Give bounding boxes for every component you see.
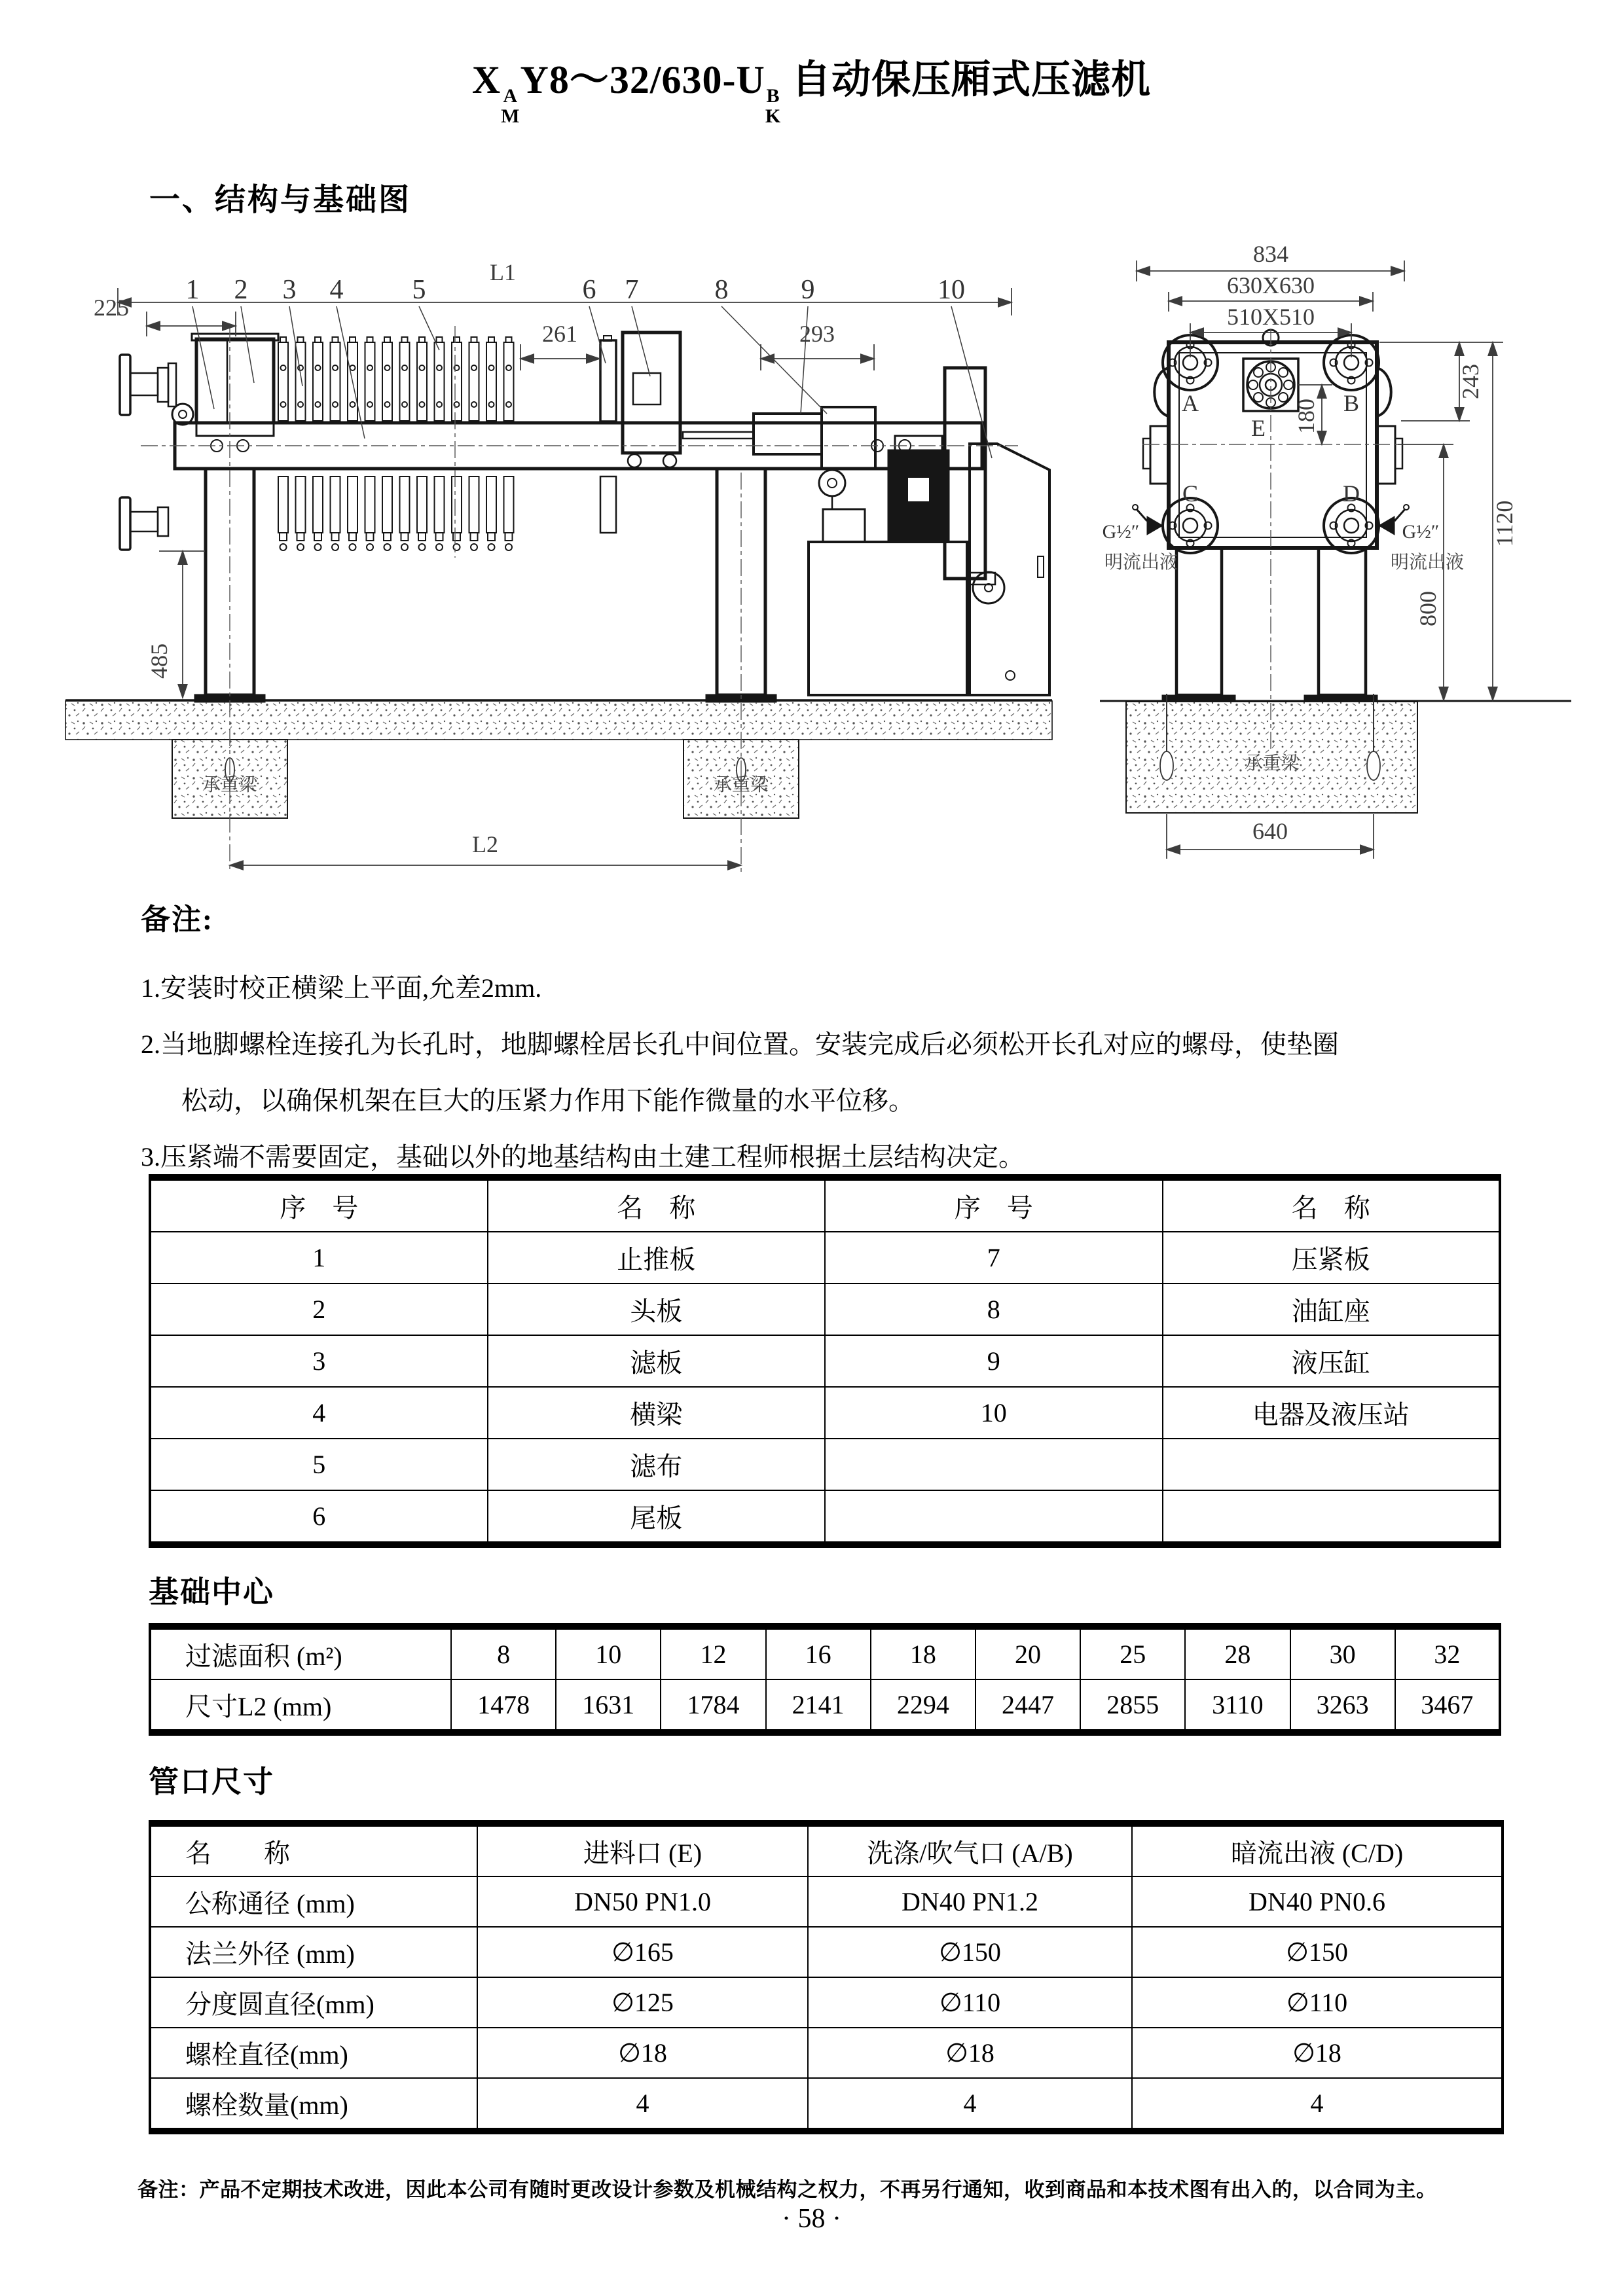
pipe-row: [150, 1876, 1503, 1927]
section-heading: 一、结构与基础图: [149, 183, 411, 217]
l2-value: 2855: [1080, 1679, 1185, 1732]
parts-header: 序 号: [150, 1177, 488, 1232]
pipe-cell: ∅150: [808, 1927, 1132, 1977]
parts-cell: 8: [825, 1283, 1163, 1335]
filter-plates-lower: [278, 476, 514, 550]
dim-293: 293: [799, 321, 835, 347]
parts-cell: 液压缸: [1163, 1335, 1501, 1387]
dim-225: 225: [94, 295, 129, 321]
area-value: 32: [1395, 1626, 1500, 1679]
area-value: 16: [766, 1626, 871, 1679]
notes-heading: 备注:: [141, 903, 213, 936]
filter-plates-upper: [278, 337, 514, 421]
pipe-cell: ∅18: [808, 2028, 1132, 2078]
bearing-beam-label-left: 承重梁: [202, 775, 258, 795]
callout-6: 6: [582, 275, 596, 305]
model-u-scripts: B K: [765, 85, 782, 127]
dim-640: 640: [1252, 818, 1288, 844]
pipe-header: 洗涤/吹气口 (A/B): [808, 1823, 1132, 1876]
page-title: [0, 48, 1623, 126]
end-view-legs: [1162, 548, 1377, 702]
parts-row: [150, 1335, 1500, 1387]
hydraulic-cylinder: [683, 407, 875, 469]
foundation-row: [150, 1626, 1500, 1679]
pipe-cell: ∅165: [477, 1927, 808, 1977]
dim-1120: 1120: [1491, 500, 1518, 547]
area-value: 8: [451, 1626, 556, 1679]
pipe-row: [150, 1977, 1503, 2028]
parts-row: [150, 1439, 1500, 1490]
dim-l1: L1: [490, 259, 516, 285]
pipe-label: 公称通径 (mm): [150, 1876, 477, 1927]
notes-block: [141, 895, 1489, 1185]
parts-cell: 头板: [488, 1283, 826, 1335]
note-2-cont: 松动，以确保机架在巨大的压紧力作用下能作微量的水平位移。: [181, 1086, 915, 1115]
dim-243: 243: [1457, 364, 1484, 399]
callout-8: 8: [714, 275, 729, 305]
pipe-label: 螺栓直径(mm): [150, 2028, 477, 2078]
pipe-cell: ∅110: [1132, 1977, 1503, 2028]
pipe-cell: DN40 PN1.2: [808, 1876, 1132, 1927]
foundation-row: [150, 1679, 1500, 1732]
note-2: 2.当地脚螺栓连接孔为长孔时，地脚螺栓居长孔中间位置。安装完成后必须松开长孔对应的螺母，使垫圈: [141, 1030, 1339, 1059]
pipe-cell: ∅110: [808, 1977, 1132, 2028]
pipe-cell: DN50 PN1.0: [477, 1876, 808, 1927]
note-1: 1.安装时校正横梁上平面,允差2mm.: [141, 973, 542, 1003]
area-value: 28: [1185, 1626, 1290, 1679]
parts-cell: [1163, 1490, 1501, 1545]
port-b-label: B: [1343, 390, 1360, 416]
g-thread-left: G½″: [1102, 521, 1140, 543]
parts-cell: 4: [150, 1387, 488, 1439]
pipe-table: [149, 1820, 1504, 2134]
pipe-row: [150, 1927, 1503, 1977]
pipe-label: 法兰外径 (mm): [150, 1927, 477, 1977]
parts-row: [150, 1232, 1500, 1283]
parts-cell: [1163, 1439, 1501, 1490]
machine-name: 自动保压厢式压滤机: [792, 58, 1152, 101]
parts-cell: 油缸座: [1163, 1283, 1501, 1335]
port-c-label: C: [1182, 480, 1199, 507]
parts-cell: 10: [825, 1387, 1163, 1439]
pipe-heading: 管口尺寸: [149, 1765, 274, 1799]
model-mid: Y8～32/630-U: [520, 58, 765, 101]
head-plate: [172, 334, 278, 436]
pipe-cell: ∅18: [477, 2028, 808, 2078]
parts-header: 名 称: [488, 1177, 826, 1232]
model-x: X: [471, 58, 501, 101]
parts-row: [150, 1387, 1500, 1439]
pipe-cell: 4: [1132, 2078, 1503, 2131]
end-view-drawing: [1087, 242, 1575, 897]
callout-9: 9: [801, 275, 815, 305]
inlet-valve-handwheel: [120, 355, 176, 415]
port-a-label: A: [1182, 390, 1199, 416]
dim-485: 485: [146, 643, 172, 679]
dim-l2: L2: [472, 831, 498, 857]
pipe-header-row: [150, 1823, 1503, 1876]
pipe-label: 螺栓数量(mm): [150, 2078, 477, 2131]
support-legs: [195, 469, 776, 702]
bearing-beam-label-end: 承重梁: [1244, 753, 1300, 774]
parts-cell: 2: [150, 1283, 488, 1335]
parts-cell: [825, 1490, 1163, 1545]
parts-table: [149, 1174, 1501, 1548]
filter-press-side: [120, 332, 1049, 702]
area-value: 10: [556, 1626, 661, 1679]
callout-7: 7: [625, 275, 639, 305]
parts-row: [150, 1490, 1500, 1545]
pipe-header: 进料口 (E): [477, 1823, 808, 1876]
l2-value: 3110: [1185, 1679, 1290, 1732]
foundation-end: [1100, 694, 1571, 813]
tail-plate: [600, 336, 616, 533]
parts-cell: 6: [150, 1490, 488, 1545]
bearing-beam-label-right: 承重梁: [713, 775, 769, 795]
port-e-label: E: [1251, 415, 1266, 441]
parts-cell: [825, 1439, 1163, 1490]
pipe-cell: ∅18: [1132, 2028, 1503, 2078]
l2-value: 3467: [1395, 1679, 1500, 1732]
pressing-plate: [623, 332, 680, 467]
dim-834: 834: [1253, 242, 1288, 267]
parts-cell: 1: [150, 1232, 488, 1283]
callout-numbers: [186, 275, 966, 305]
foundation-label: 过滤面积 (m²): [150, 1626, 451, 1679]
outflow-label-right: 明流出液: [1390, 552, 1465, 573]
parts-cell: 尾板: [488, 1490, 826, 1545]
parts-cell: 滤板: [488, 1335, 826, 1387]
area-value: 12: [661, 1626, 765, 1679]
area-value: 18: [871, 1626, 976, 1679]
pipe-cell: ∅150: [1132, 1927, 1503, 1977]
callout-5: 5: [412, 275, 426, 305]
parts-cell: 滤布: [488, 1439, 826, 1490]
control-cabinet: [970, 444, 1049, 695]
callout-3: 3: [282, 275, 297, 305]
area-value: 25: [1080, 1626, 1185, 1679]
page-number: · 58 ·: [782, 2204, 841, 2234]
l2-value: 1478: [451, 1679, 556, 1732]
pipe-header: 暗流出液 (C/D): [1132, 1823, 1503, 1876]
model-x-scripts: A M: [501, 85, 520, 127]
parts-header: 名 称: [1163, 1177, 1501, 1232]
foundation-side: [65, 700, 1052, 818]
pipe-cell: DN40 PN0.6: [1132, 1876, 1503, 1927]
parts-row: [150, 1283, 1500, 1335]
foundation-heading: 基础中心: [149, 1575, 274, 1609]
l2-value: 2294: [871, 1679, 976, 1732]
pipe-row: [150, 2028, 1503, 2078]
callout-2: 2: [234, 275, 248, 305]
cylinder-end-frame: [945, 368, 1004, 603]
callout-4: 4: [329, 275, 344, 305]
parts-cell: 电器及液压站: [1163, 1387, 1501, 1439]
area-value: 20: [976, 1626, 1080, 1679]
end-centerlines: [1142, 329, 1398, 751]
pipe-row: [150, 2078, 1503, 2131]
parts-cell: 9: [825, 1335, 1163, 1387]
outlet-valve-handwheel: [120, 497, 168, 550]
parts-header-row: [150, 1177, 1500, 1232]
pipe-cell: ∅125: [477, 1977, 808, 2028]
pipe-cell: 4: [477, 2078, 808, 2131]
l2-value: 1784: [661, 1679, 765, 1732]
pipe-cell: 4: [808, 2078, 1132, 2131]
note-3: 3.压紧端不需要固定，基础以外的地基结构由土建工程师根据土层结构决定。: [141, 1142, 1025, 1172]
outflow-label-left: 明流出液: [1104, 552, 1178, 573]
l2-value: 3263: [1290, 1679, 1395, 1732]
parts-cell: 止推板: [488, 1232, 826, 1283]
footer-note: 备注：产品不定期技术改进，因此本公司有随时更改设计参数及机械结构之权力，不再另行通知，收到商品和本技术图有出入的，以合同为主。: [137, 2178, 1437, 2201]
dim-630x630: 630X630: [1227, 272, 1315, 298]
parts-cell: 3: [150, 1335, 488, 1387]
port-d-label: D: [1343, 480, 1360, 507]
parts-cell: 7: [825, 1232, 1163, 1283]
pipe-header: 名 称: [150, 1823, 477, 1876]
g-thread-right: G½″: [1402, 521, 1440, 543]
foundation-label: 尺寸L2 (mm): [150, 1679, 451, 1732]
side-brackets: [1143, 368, 1402, 484]
dim-261: 261: [542, 321, 577, 347]
parts-cell: 横梁: [488, 1387, 826, 1439]
pipe-label: 分度圆直径(mm): [150, 1977, 477, 2028]
side-view-drawing: [62, 242, 1057, 897]
parts-cell: 压紧板: [1163, 1232, 1501, 1283]
foundation-table: [149, 1623, 1501, 1736]
dim-180: 180: [1293, 399, 1319, 434]
callout-1: 1: [185, 275, 200, 305]
parts-header: 序 号: [825, 1177, 1163, 1232]
area-value: 30: [1290, 1626, 1395, 1679]
parts-cell: 5: [150, 1439, 488, 1490]
dim-800: 800: [1415, 591, 1441, 626]
callout-10: 10: [938, 275, 965, 305]
dim-510x510: 510X510: [1227, 304, 1315, 330]
l2-value: 2141: [766, 1679, 871, 1732]
l2-value: 1631: [556, 1679, 661, 1732]
l2-value: 2447: [976, 1679, 1080, 1732]
